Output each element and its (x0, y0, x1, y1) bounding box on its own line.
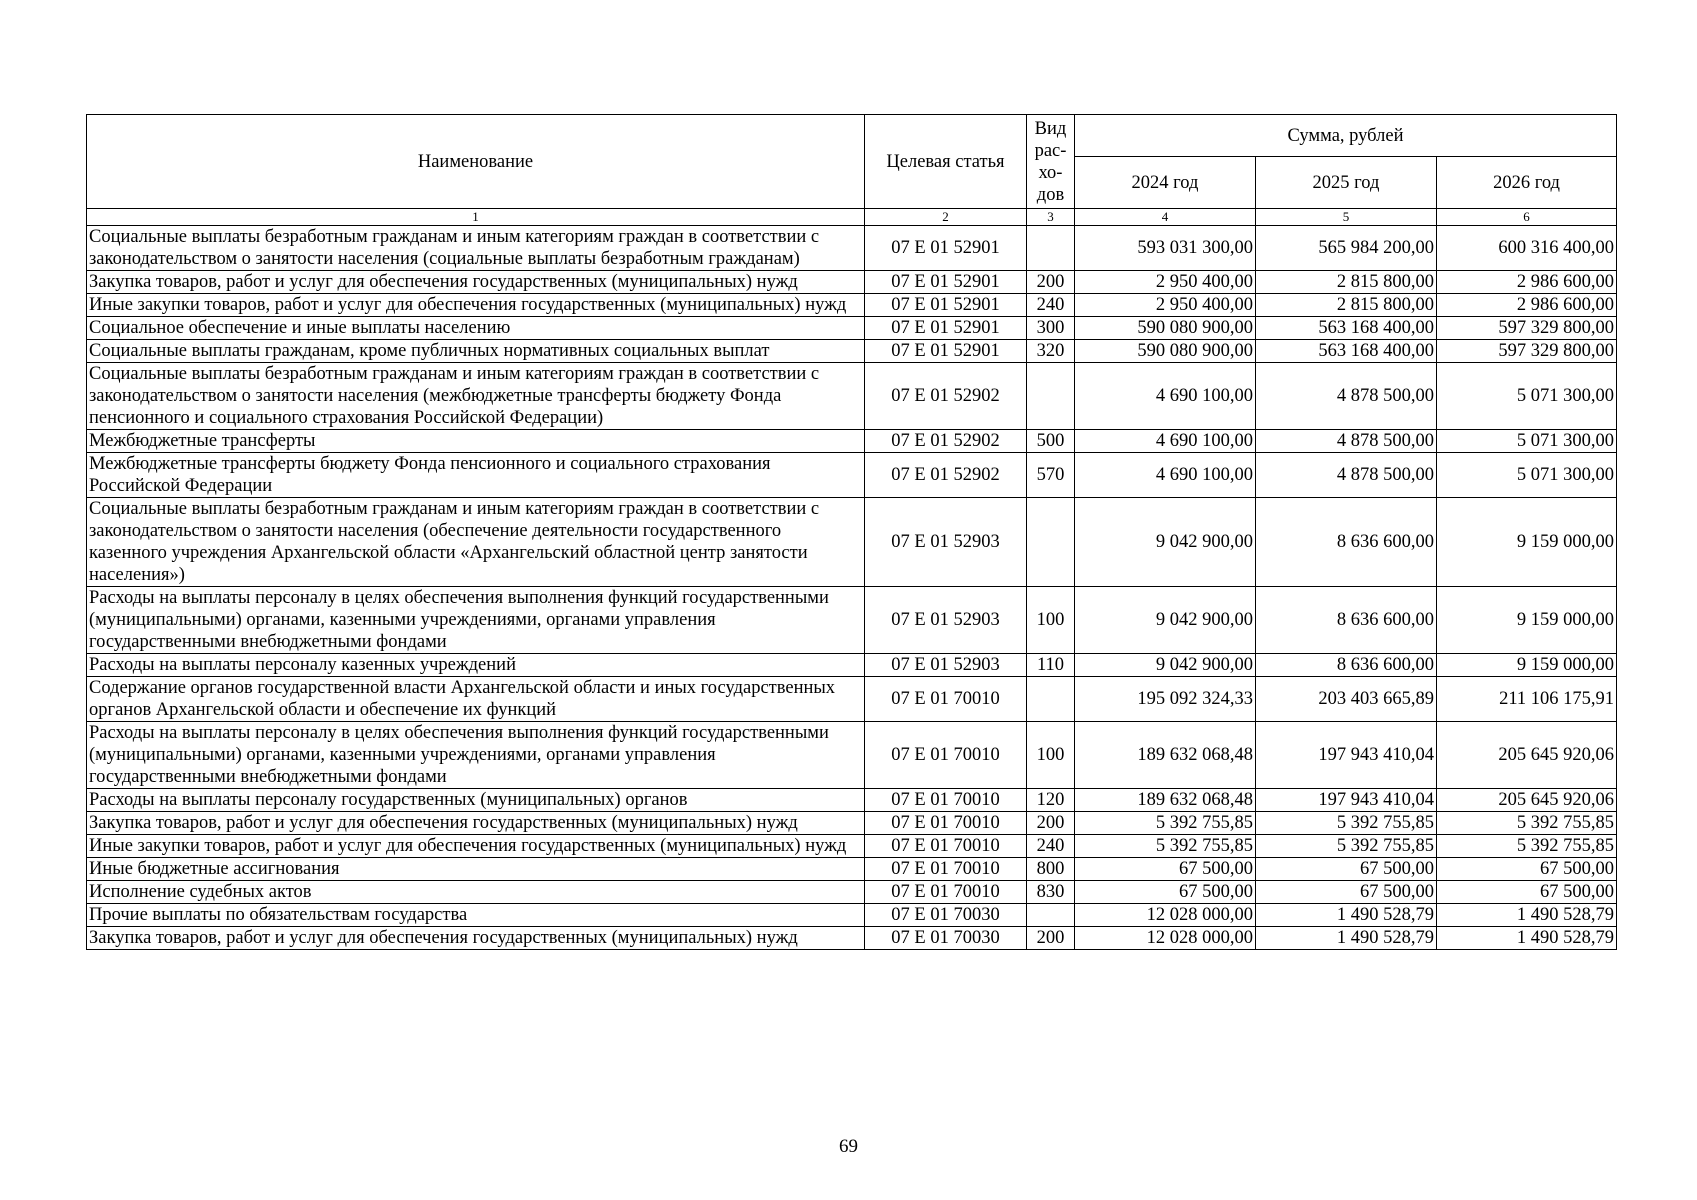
row-target-article: 07 Е 01 70010 (865, 677, 1027, 722)
page-number: 69 (839, 1136, 858, 1157)
row-target-article: 07 Е 01 70010 (865, 858, 1027, 881)
row-amount-2024: 5 392 755,85 (1075, 812, 1256, 835)
row-target-article: 07 Е 01 52902 (865, 430, 1027, 453)
table-row (87, 294, 1617, 317)
row-amount-2024: 593 031 300,00 (1075, 226, 1256, 271)
row-target-article: 07 Е 01 52903 (865, 587, 1027, 654)
table-row (87, 271, 1617, 294)
row-amount-2024: 195 092 324,33 (1075, 677, 1256, 722)
row-amount-2026: 5 392 755,85 (1437, 835, 1617, 858)
row-amount-2025: 563 168 400,00 (1256, 317, 1437, 340)
row-target-article: 07 Е 01 70030 (865, 904, 1027, 927)
column-number: 1 (87, 209, 865, 226)
budget-table (86, 114, 1617, 950)
row-amount-2024: 12 028 000,00 (1075, 927, 1256, 950)
row-name: Межбюджетные трансферты бюджету Фонда пенсионного и социального страхования Российской Федерации (87, 453, 865, 498)
row-name: Межбюджетные трансферты (87, 430, 865, 453)
row-expense-type: 320 (1027, 340, 1075, 363)
table-row (87, 453, 1617, 498)
row-target-article: 07 Е 01 52901 (865, 226, 1027, 271)
row-amount-2024: 4 690 100,00 (1075, 430, 1256, 453)
row-name: Исполнение судебных актов (87, 881, 865, 904)
row-amount-2024: 67 500,00 (1075, 858, 1256, 881)
row-expense-type: 830 (1027, 881, 1075, 904)
row-expense-type (1027, 904, 1075, 927)
row-name: Иные бюджетные ассигнования (87, 858, 865, 881)
row-target-article: 07 Е 01 52901 (865, 317, 1027, 340)
table-row (87, 226, 1617, 271)
table-row (87, 677, 1617, 722)
row-name: Закупка товаров, работ и услуг для обеспечения государственных (муниципальных) нужд (87, 812, 865, 835)
row-target-article: 07 Е 01 70010 (865, 881, 1027, 904)
table-row (87, 430, 1617, 453)
row-amount-2025: 8 636 600,00 (1256, 654, 1437, 677)
row-amount-2026: 600 316 400,00 (1437, 226, 1617, 271)
row-amount-2026: 5 392 755,85 (1437, 812, 1617, 835)
row-amount-2026: 5 071 300,00 (1437, 453, 1617, 498)
row-target-article: 07 Е 01 52903 (865, 498, 1027, 587)
row-amount-2025: 197 943 410,04 (1256, 789, 1437, 812)
row-amount-2025: 197 943 410,04 (1256, 722, 1437, 789)
row-amount-2024: 189 632 068,48 (1075, 789, 1256, 812)
table-row (87, 812, 1617, 835)
table-row (87, 835, 1617, 858)
table-row (87, 654, 1617, 677)
row-amount-2026: 9 159 000,00 (1437, 498, 1617, 587)
column-number: 2 (865, 209, 1027, 226)
row-target-article: 07 Е 01 52901 (865, 271, 1027, 294)
row-amount-2026: 205 645 920,06 (1437, 722, 1617, 789)
row-amount-2026: 2 986 600,00 (1437, 271, 1617, 294)
column-number-row (87, 209, 1617, 226)
row-amount-2025: 67 500,00 (1256, 881, 1437, 904)
table-row (87, 789, 1617, 812)
row-target-article: 07 Е 01 52902 (865, 453, 1027, 498)
row-expense-type (1027, 226, 1075, 271)
row-amount-2024: 67 500,00 (1075, 881, 1256, 904)
row-expense-type: 500 (1027, 430, 1075, 453)
row-target-article: 07 Е 01 70010 (865, 835, 1027, 858)
table-row (87, 317, 1617, 340)
row-name: Социальные выплаты гражданам, кроме публичных нормативных социальных выплат (87, 340, 865, 363)
row-expense-type: 240 (1027, 294, 1075, 317)
row-amount-2025: 563 168 400,00 (1256, 340, 1437, 363)
row-amount-2026: 1 490 528,79 (1437, 904, 1617, 927)
row-expense-type: 200 (1027, 271, 1075, 294)
row-expense-type: 200 (1027, 927, 1075, 950)
row-amount-2026: 5 071 300,00 (1437, 430, 1617, 453)
row-expense-type: 100 (1027, 587, 1075, 654)
table-row (87, 881, 1617, 904)
column-number: 6 (1437, 209, 1617, 226)
column-number: 4 (1075, 209, 1256, 226)
row-amount-2025: 1 490 528,79 (1256, 904, 1437, 927)
row-name: Расходы на выплаты персоналу государственных (муниципальных) органов (87, 789, 865, 812)
row-amount-2025: 565 984 200,00 (1256, 226, 1437, 271)
row-amount-2026: 597 329 800,00 (1437, 317, 1617, 340)
table-row (87, 498, 1617, 587)
row-target-article: 07 Е 01 70010 (865, 722, 1027, 789)
row-name: Социальные выплаты безработным гражданам и иным категориям граждан в соответствии с законодательством о занятости населения (социальные выплаты безработным гражданам) (87, 226, 865, 271)
table-row (87, 587, 1617, 654)
row-name: Иные закупки товаров, работ и услуг для обеспечения государственных (муниципальных) нужд (87, 835, 865, 858)
row-name: Иные закупки товаров, работ и услуг для обеспечения государственных (муниципальных) нужд (87, 294, 865, 317)
header-sum: Сумма, рублей (1075, 115, 1617, 157)
table-row (87, 858, 1617, 881)
row-amount-2026: 211 106 175,91 (1437, 677, 1617, 722)
row-target-article: 07 Е 01 52901 (865, 294, 1027, 317)
row-target-article: 07 Е 01 70030 (865, 927, 1027, 950)
row-amount-2026: 2 986 600,00 (1437, 294, 1617, 317)
row-expense-type: 120 (1027, 789, 1075, 812)
row-amount-2024: 5 392 755,85 (1075, 835, 1256, 858)
row-amount-2025: 8 636 600,00 (1256, 498, 1437, 587)
table-row (87, 363, 1617, 430)
column-number: 5 (1256, 209, 1437, 226)
row-amount-2024: 4 690 100,00 (1075, 363, 1256, 430)
row-name: Прочие выплаты по обязательствам государства (87, 904, 865, 927)
row-expense-type: 200 (1027, 812, 1075, 835)
row-amount-2024: 12 028 000,00 (1075, 904, 1256, 927)
row-amount-2026: 67 500,00 (1437, 858, 1617, 881)
column-number: 3 (1027, 209, 1075, 226)
header-expense-type: Вид рас-хо-дов (1027, 115, 1075, 209)
row-amount-2024: 2 950 400,00 (1075, 294, 1256, 317)
row-amount-2024: 9 042 900,00 (1075, 587, 1256, 654)
row-amount-2024: 9 042 900,00 (1075, 498, 1256, 587)
row-target-article: 07 Е 01 70010 (865, 812, 1027, 835)
row-expense-type: 300 (1027, 317, 1075, 340)
row-expense-type: 570 (1027, 453, 1075, 498)
table-row (87, 340, 1617, 363)
row-expense-type: 110 (1027, 654, 1075, 677)
header-year-2026: 2026 год (1437, 157, 1617, 209)
row-amount-2025: 4 878 500,00 (1256, 453, 1437, 498)
row-expense-type (1027, 498, 1075, 587)
header-year-2024: 2024 год (1075, 157, 1256, 209)
row-target-article: 07 Е 01 52903 (865, 654, 1027, 677)
row-name: Расходы на выплаты персоналу в целях обеспечения выполнения функций государственными (муниципальными) органами, казенными учреждениями, органами управления государственными внебюджетными фондами (87, 587, 865, 654)
row-amount-2026: 1 490 528,79 (1437, 927, 1617, 950)
row-amount-2024: 590 080 900,00 (1075, 317, 1256, 340)
row-amount-2024: 590 080 900,00 (1075, 340, 1256, 363)
row-amount-2026: 5 071 300,00 (1437, 363, 1617, 430)
row-amount-2025: 4 878 500,00 (1256, 363, 1437, 430)
header-name: Наименование (87, 115, 865, 209)
table-body (87, 226, 1617, 950)
row-amount-2025: 1 490 528,79 (1256, 927, 1437, 950)
row-amount-2025: 2 815 800,00 (1256, 294, 1437, 317)
row-amount-2024: 189 632 068,48 (1075, 722, 1256, 789)
row-amount-2025: 5 392 755,85 (1256, 835, 1437, 858)
table-row (87, 722, 1617, 789)
row-name: Социальные выплаты безработным гражданам и иным категориям граждан в соответствии с законодательством о занятости населения (обеспечение деятельности государственного казенного учреждения Архангельской области «Архангельский областной центр занятости населения») (87, 498, 865, 587)
row-amount-2025: 2 815 800,00 (1256, 271, 1437, 294)
row-amount-2025: 8 636 600,00 (1256, 587, 1437, 654)
row-amount-2026: 9 159 000,00 (1437, 587, 1617, 654)
row-amount-2026: 9 159 000,00 (1437, 654, 1617, 677)
row-name: Социальное обеспечение и иные выплаты населению (87, 317, 865, 340)
row-amount-2025: 203 403 665,89 (1256, 677, 1437, 722)
row-name: Расходы на выплаты персоналу казенных учреждений (87, 654, 865, 677)
table-row (87, 927, 1617, 950)
row-target-article: 07 Е 01 52901 (865, 340, 1027, 363)
row-amount-2025: 4 878 500,00 (1256, 430, 1437, 453)
row-amount-2025: 67 500,00 (1256, 858, 1437, 881)
row-amount-2024: 4 690 100,00 (1075, 453, 1256, 498)
row-name: Социальные выплаты безработным гражданам и иным категориям граждан в соответствии с законодательством о занятости населения (межбюджетные трансферты бюджету Фонда пенсионного и социального страхования Российской Федерации) (87, 363, 865, 430)
row-name: Содержание органов государственной власти Архангельской области и иных государственных органов Архангельской области и обеспечение их функций (87, 677, 865, 722)
row-expense-type (1027, 363, 1075, 430)
table-row (87, 904, 1617, 927)
row-name: Закупка товаров, работ и услуг для обеспечения государственных (муниципальных) нужд (87, 271, 865, 294)
row-expense-type: 240 (1027, 835, 1075, 858)
row-amount-2026: 205 645 920,06 (1437, 789, 1617, 812)
row-amount-2026: 597 329 800,00 (1437, 340, 1617, 363)
row-expense-type: 100 (1027, 722, 1075, 789)
row-target-article: 07 Е 01 70010 (865, 789, 1027, 812)
row-amount-2026: 67 500,00 (1437, 881, 1617, 904)
row-name: Закупка товаров, работ и услуг для обеспечения государственных (муниципальных) нужд (87, 927, 865, 950)
row-amount-2024: 9 042 900,00 (1075, 654, 1256, 677)
row-expense-type: 800 (1027, 858, 1075, 881)
header-year-2025: 2025 год (1256, 157, 1437, 209)
row-name: Расходы на выплаты персоналу в целях обеспечения выполнения функций государственными (муниципальными) органами, казенными учреждениями, органами управления государственными внебюджетными фондами (87, 722, 865, 789)
row-amount-2024: 2 950 400,00 (1075, 271, 1256, 294)
row-expense-type (1027, 677, 1075, 722)
row-target-article: 07 Е 01 52902 (865, 363, 1027, 430)
header-target-article: Целевая статья (865, 115, 1027, 209)
row-amount-2025: 5 392 755,85 (1256, 812, 1437, 835)
